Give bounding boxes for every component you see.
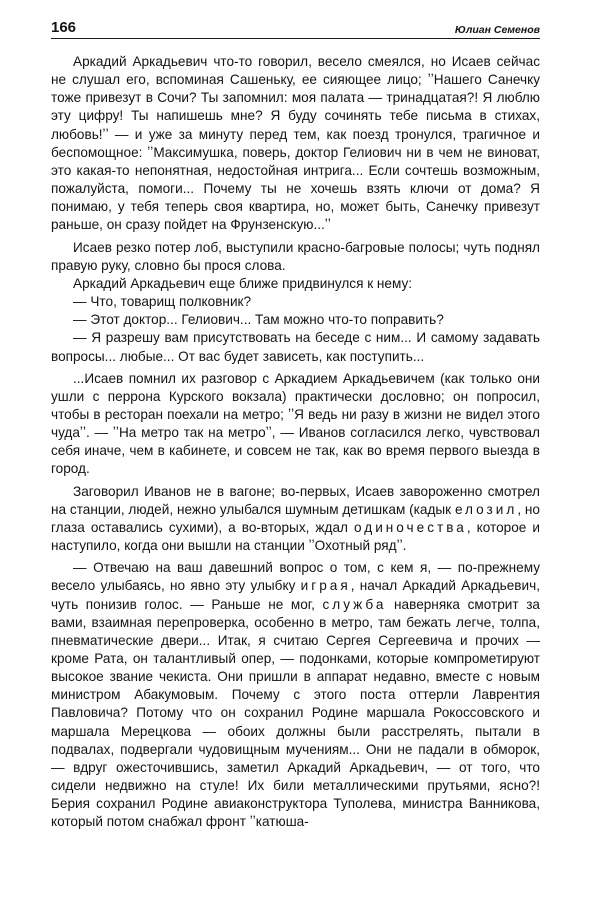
paragraph: Аркадий Аркадьевич еще ближе придвинулся к нему:: [73, 275, 413, 291]
emphasized-word: одиночества: [354, 519, 467, 535]
text-run: Заговорил Иванов не в вагоне; во-первых, Исаев завороженно смотрел на станции, людей, нежно улыбался шумным детишкам (кадык: [51, 483, 540, 517]
paragraph: [51, 483, 540, 556]
paragraph: Исаев резко потер лоб, выступили красно-багровые полосы; чуть поднял правую руку, словно бы прося слова.: [51, 239, 540, 273]
paragraph: ...Исаев помнил их разговор с Аркадием Аркадьевичем (как только они ушли с перрона Курского вокзала) практически дословно; он попросил, чтобы в ресторан поехали на метро; ʼʼЯ ведь ни разу в жизни не видел этого чудаʼʼ. — ʼʼНа метро так на метроʼʼ, — Иванов согласился легко, чувствовал себя иначе, чем в кабинете, и совсем не так, как во время первого выезда в город.: [51, 370, 540, 477]
running-author-name: Юлиан Семенов: [454, 24, 540, 36]
text-run: , но глаза оставались сухими), а во-вторых, ждал: [51, 501, 540, 535]
paragraph: Аркадий Аркадьевич что-то говорил, весело смеялся, но Исаев сейчас не слушал его, вспоминая Сашеньку, ее сияющее лицо; ʼʼНашего Санечку тоже привезут в Сочи? Ты запомнил: моя палата — тринадцатая?! Я люблю эту цифру! Ты напишешь мне? Я буду сочинять тебе письма в стихах, любовь!ʼʼ — и уже за минуту перед тем, как поезд тронулся, трагичное и беспомощное: ʼʼМаксимушка, поверь, доктор Гелиович ни в чем не виноват, это какая-то непонятная, недостойная интрига... Если сочтешь возможным, пожалуйста, помоги... Почему ты не хочешь взять ключи от дома? Я понимаю, у тебя теперь своя квартира, но, может быть, Санечку привезут раньше, он сразу пойдет на Фрунзенскую...ʼʼ: [51, 54, 540, 233]
text-run: наверняка смотрит за вами, взаимная перепроверка, особенно в метро, там бежать легче, толпа, пневматические двери... Итак, я считаю Сергея Сергеевича и прочих — кроме Рата, он талантливый опер, — подонками, которые компрометируют высокое звание чекиста. Они пришли в аппарат недавно, вместе с новым министром Абакумовым. Почему с этого поста оттерли Лаврентия Павловича? Потому что он сохранил Родине маршала Рокоссовского и маршала Мерецкова — обоих должны были расстрелять, пытали в подвалах, подвергали чудовищным мучениям... Они не падали в обморок, — вдруг ожесточившись, заметил Аркадий Аркадьевич, — от того, что сидели недвижно на стуле! Их били металлическими прутьями, ясно?! Берия сохранил Родине авиаконструктора Туполева, министра Ванникова, который потом снабжал фронт ʼʼкатюша-: [51, 596, 540, 830]
page-number: 166: [51, 19, 77, 36]
running-header: [51, 19, 540, 39]
paragraph: [51, 559, 540, 831]
text-run: , которое и наступило, когда они вышли на станции ʼʼОхотный рядʼʼ.: [51, 519, 540, 554]
dialogue-line: — Я разрешу вам присутствовать на беседе с ним... И самому задавать вопросы... любые... От вас будет зависеть, как поступить...: [51, 330, 540, 364]
dialogue-line: — Этот доктор... Гелиович... Там можно что-то поправить?: [73, 312, 444, 328]
dialogue-line: — Что, товарищ полковник?: [73, 294, 252, 310]
text-run: , начал Аркадий Аркадьевич, чуть понизив голос. — Раньше не мог,: [51, 578, 540, 612]
emphasized-word: служба: [322, 596, 387, 612]
text-run: — Отвечаю на ваш давешний вопрос о том, с кем я, — по-прежнему весело улыбаясь, но явно эту улыбку: [51, 560, 540, 594]
emphasized-word: елозил: [454, 501, 518, 517]
emphasized-word: играя: [300, 578, 351, 594]
body-text: [51, 53, 540, 832]
